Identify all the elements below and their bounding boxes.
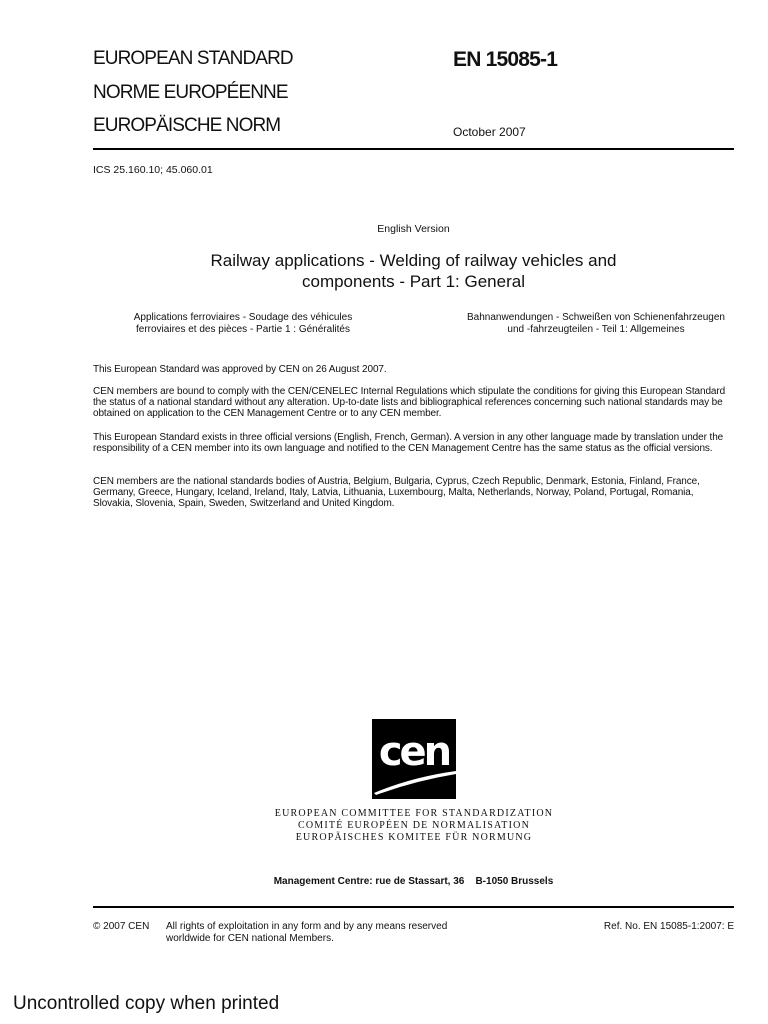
approval-paragraph: This European Standard was approved by CEN on 26 August 2007. [93, 364, 387, 375]
management-centre-address: Management Centre: rue de Stassart, 36 B-1050 Brussels [273, 876, 554, 887]
publication-date: October 2007 [453, 125, 526, 139]
standard-title-fr: NORME EUROPÉENNE [93, 82, 288, 103]
copyright: © 2007 CEN [93, 921, 150, 932]
rights-notice-line-1: All rights of exploitation in any form and by any means reserved [166, 921, 448, 932]
french-title-line-2: ferroviaires et des pièces - Partie 1 : Généralités [136, 324, 350, 335]
rights-notice-line-2: worldwide for CEN national Members. [166, 933, 334, 944]
members-paragraph: CEN members are the national standards bodies of Austria, Belgium, Bulgaria, Cyprus, Czech Republic, Denmark, Estonia, Finland, France, Germany, Greece, Hungary, Iceland, Ireland, Italy, Latvia, Lithuania, Luxembourg, Malta, Netherlands, Norway, Poland, Portugal, Romania, Slovakia, Slovenia, Spain, Sweden, Switzerland and United Kingdom. [93, 476, 700, 509]
compliance-paragraph: CEN members are bound to comply with the CEN/CENELEC Internal Regulations which stipulate the conditions for giving this European Standard the status of a national standard without any alteration. Up-to-date lists and bibliographical references concerning such national standards may be obtained on application to the CEN Management Centre or to any CEN member. [93, 386, 726, 419]
committee-name-en: EUROPEAN COMMITTEE FOR STANDARDIZATION [274, 808, 554, 819]
committee-name-de: EUROPÄISCHES KOMITEE FÜR NORMUNG [295, 832, 533, 843]
standard-code: EN 15085-1 [453, 48, 558, 71]
cen-logo [372, 719, 456, 799]
document-title [93, 250, 734, 292]
french-title [93, 312, 393, 336]
document-title-line-2: components - Part 1: General [301, 272, 525, 291]
french-title-line-1: Applications ferroviaires - Soudage des véhicules [133, 312, 353, 323]
svg-text:cen: cen [378, 729, 450, 775]
ics-codes: ICS 25.160.10; 45.060.01 [93, 164, 213, 176]
footer-rule [93, 906, 734, 908]
reference-number: Ref. No. EN 15085-1:2007: E [603, 921, 734, 932]
document-title-line-1: Railway applications - Welding of railway vehicles and [210, 251, 617, 270]
standard-title-en: EUROPEAN STANDARD [93, 48, 293, 69]
cen-logo-mark-icon [372, 719, 456, 799]
versions-paragraph: This European Standard exists in three official versions (English, French, German). A version in any other language made by translation under the responsibility of a CEN member into its own language and notified to the CEN Management Centre has the same status as the official versions. [93, 432, 724, 454]
committee-name-fr: COMITÉ EUROPÉEN DE NORMALISATION [297, 820, 530, 831]
version-label: English Version [377, 223, 450, 235]
german-title [446, 312, 746, 336]
uncontrolled-copy-notice: Uncontrolled copy when printed [13, 993, 280, 1014]
german-title-line-2: und -fahrzeugteilen - Teil 1: Allgemeines [507, 324, 685, 335]
committee-names [234, 808, 594, 844]
german-title-line-1: Bahnanwendungen - Schweißen von Schienenfahrzeugen [467, 312, 725, 323]
standard-title-de: EUROPÄISCHE NORM [93, 115, 281, 136]
rights-notice [166, 921, 447, 945]
header-rule [93, 148, 734, 150]
